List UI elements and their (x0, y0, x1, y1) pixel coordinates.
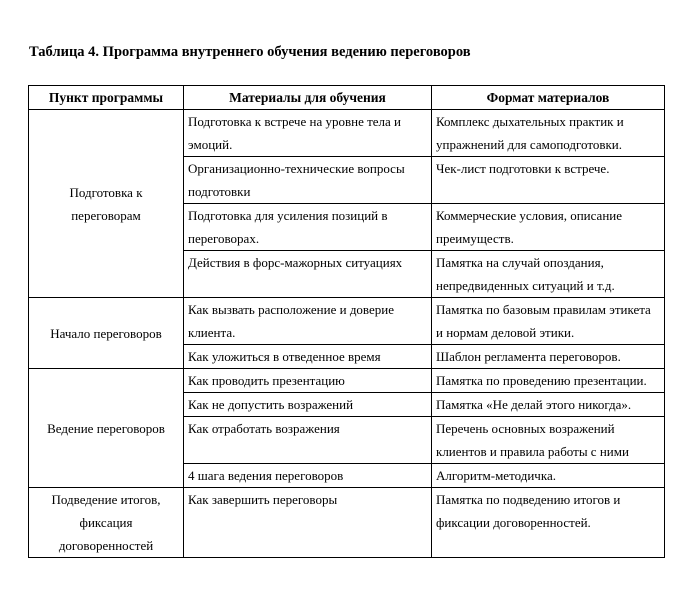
program-point: Ведение переговоров (29, 369, 184, 488)
material-cell: Подготовка для усиления позиций в переговорах. (184, 204, 432, 251)
program-point: Подведение итогов, фиксация договоренностей (29, 488, 184, 558)
material-cell: Как завершить переговоры (184, 488, 432, 558)
program-table (28, 85, 665, 558)
material-cell: Как вызвать расположение и доверие клиента. (184, 298, 432, 345)
format-cell: Памятка на случай опоздания, непредвиденных ситуаций и т.д. (432, 251, 665, 298)
header-row (29, 86, 665, 110)
format-cell: Памятка по базовым правилам этикета и нормам деловой этики. (432, 298, 665, 345)
header-format: Формат материалов (432, 86, 665, 110)
table-row (29, 488, 665, 558)
format-cell: Памятка «Не делай этого никогда». (432, 393, 665, 417)
material-cell: Как уложиться в отведенное время (184, 345, 432, 369)
program-point: Начало переговоров (29, 298, 184, 369)
format-cell: Памятка по подведению итогов и фиксации договоренностей. (432, 488, 665, 558)
format-cell: Перечень основных возражений клиентов и правила работы с ними (432, 417, 665, 464)
format-cell: Чек-лист подготовки к встрече. (432, 157, 665, 204)
table-row (29, 110, 665, 157)
material-cell: Организационно-технические вопросы подготовки (184, 157, 432, 204)
format-cell: Алгоритм-методичка. (432, 464, 665, 488)
material-cell: Как отработать возражения (184, 417, 432, 464)
format-cell: Шаблон регламента переговоров. (432, 345, 665, 369)
header-materials: Материалы для обучения (184, 86, 432, 110)
material-cell: Действия в форс-мажорных ситуациях (184, 251, 432, 298)
table-row (29, 298, 665, 345)
program-point: Подготовка к переговорам (29, 110, 184, 298)
format-cell: Коммерческие условия, описание преимуществ. (432, 204, 665, 251)
format-cell: Памятка по проведению презентации. (432, 369, 665, 393)
table-caption: Таблица 4. Программа внутреннего обучения ведению переговоров (29, 44, 471, 60)
material-cell: 4 шага ведения переговоров (184, 464, 432, 488)
material-cell: Как не допустить возражений (184, 393, 432, 417)
table-row (29, 369, 665, 393)
material-cell: Подготовка к встрече на уровне тела и эмоций. (184, 110, 432, 157)
material-cell: Как проводить презентацию (184, 369, 432, 393)
header-point: Пункт программы (29, 86, 184, 110)
format-cell: Комплекс дыхательных практик и упражнений для самоподготовки. (432, 110, 665, 157)
